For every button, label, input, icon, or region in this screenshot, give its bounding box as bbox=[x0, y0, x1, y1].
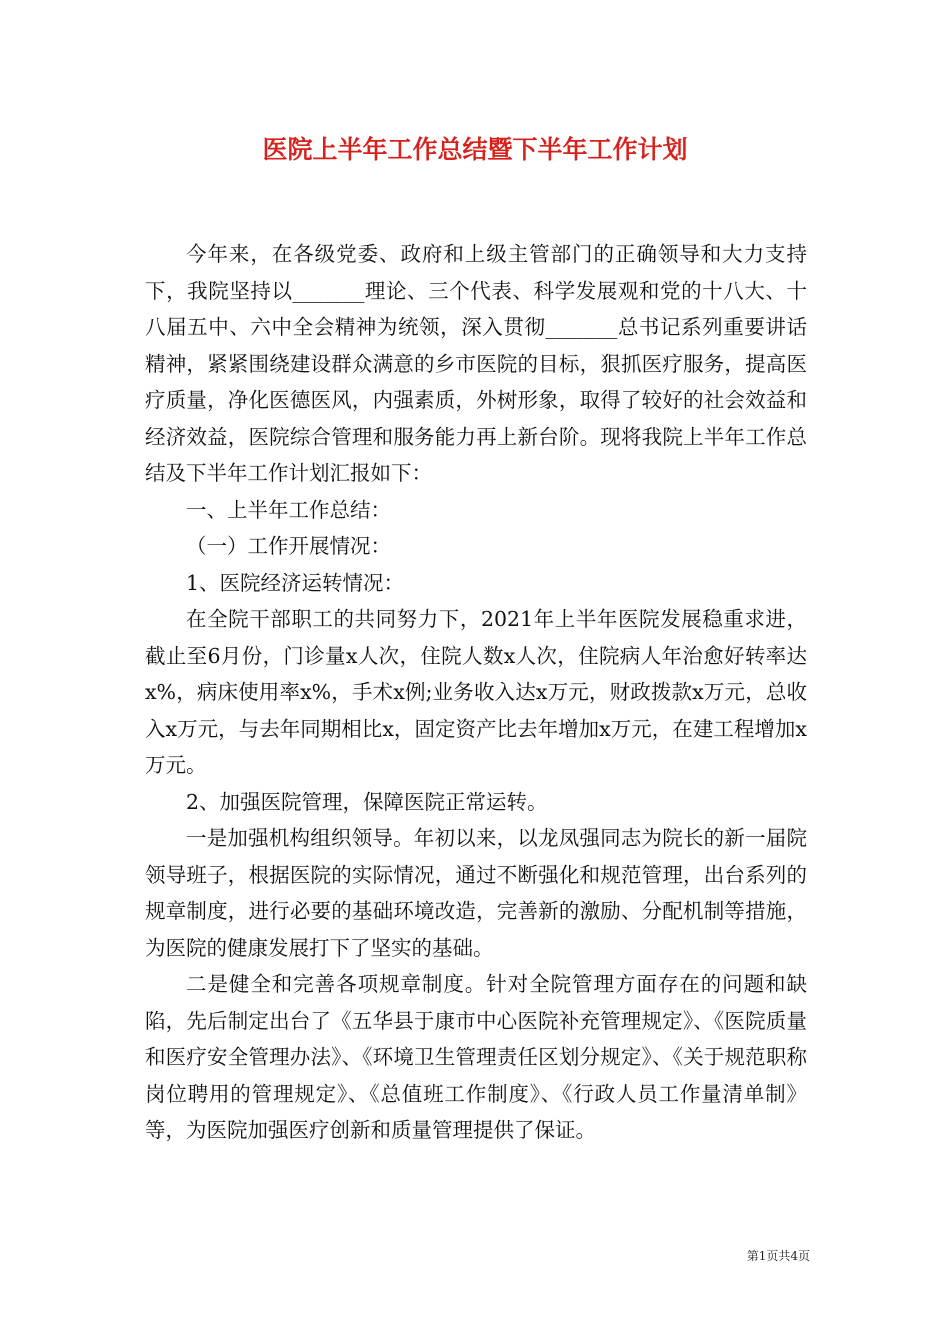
paragraph-economy: 在全院干部职工的共同努力下，2021年上半年医院发展稳重求进，截止至6月份，门诊量x人次，住院人数x人次，住院病人年治愈好转率达x%，病床使用率x%，手术x例;业务收入达x万元，财政拨款x万元，总收入x万元，与去年同期相比x，固定资产比去年增加x万元，在建工程增加x万元。 bbox=[145, 607, 807, 777]
item-heading-economy: 1、医院经济运转情况： bbox=[186, 570, 405, 595]
paragraph-regulations: 二是健全和完善各项规章制度。针对全院管理方面存在的问题和缺陷，先后制定出台了《五华县于康市中心医院补充管理规定》、《医院质量和医疗安全管理办法》、《环境卫生管理责任区划分规定》、《关于规范职称岗位聘用的管理规定》、《总值班工作制度》、《行政人员工作量清单制》等，为医院加强医疗创新和质量管理提供了保证。 bbox=[145, 972, 807, 1142]
document-title: 医院上半年工作总结暨下半年工作计划 bbox=[262, 135, 688, 164]
document-body bbox=[145, 236, 807, 1149]
paragraph-leadership: 一是加强机构组织领导。年初以来，以龙凤强同志为院长的新一届院领导班子，根据医院的实际情况，通过不断强化和规范管理，出台系列的规章制度，进行必要的基础环境改造，完善新的激励、分配机制等措施，为医院的健康发展打下了坚实的基础。 bbox=[145, 826, 807, 960]
item-heading-management: 2、加强医院管理，保障医院正常运转。 bbox=[186, 789, 548, 814]
subsection-heading-work: （一）工作开展情况： bbox=[186, 534, 391, 558]
paragraph-intro: 今年来，在各级党委、政府和上级主管部门的正确领导和大力支持下，我院坚持以_______理论、三个代表、科学发展观和党的十八大、十八届五中、六中全会精神为统领，深入贯彻_______总书记系列重要讲话精神，紧紧围绕建设群众满意的乡市医院的目标，狠抓医疗服务，提高医疗质量，净化医德医风，内强素质，外树形象，取得了较好的社会效益和经济效益，医院综合管理和服务能力再上新台阶。现将我院上半年工作总结及下半年工作计划汇报如下： bbox=[145, 242, 807, 485]
section-heading-summary: 一、上半年工作总结： bbox=[186, 497, 391, 522]
page-number: 第1页共4页 bbox=[746, 1249, 810, 1263]
